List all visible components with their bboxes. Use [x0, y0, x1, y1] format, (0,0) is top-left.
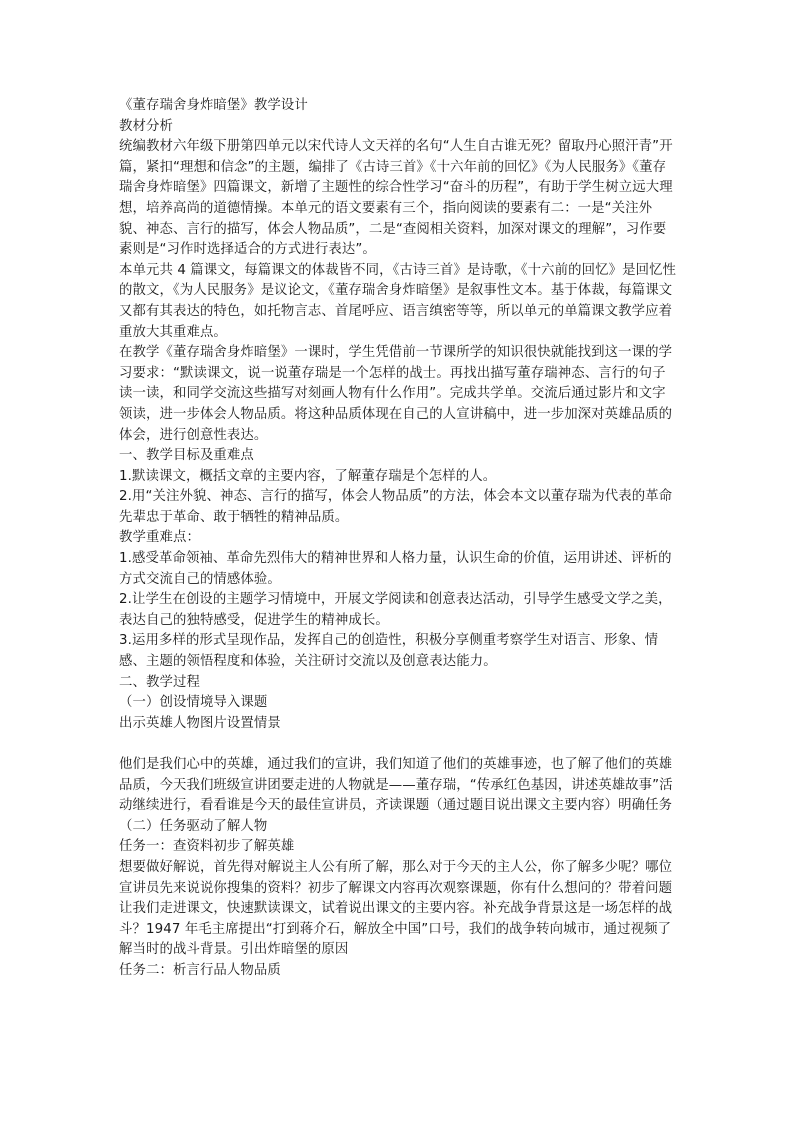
paragraph-5: 想要做好解说，首先得对解说主人公有所了解，那么对于今天的主人公，你了解多少呢？哪位宣讲员先来说说你搜集的资料？初步了解课文内容再次观察课题，你有什么想问的？带着问题让我们走进课文，快速默读课文，试着说出课文的主要内容。补充战争背景这是一场怎样的战斗？1947 年毛主席提出“打到蒋介石，解放全中国”口号，我们的战争转向城市，通过视频了解当时的战斗背景。引出炸暗堡的原因: [119, 859, 673, 958]
paragraph-3: 在教学《董存瑞舍身炸暗堡》一课时，学生凭借前一节课所学的知识很快就能找到这一课的学习要求：“默读课文，说一说董存瑞是一个怎样的战士。再找出描写董存瑞神态、言行的句子读一读，和同学交流这些描写对刻画人物有什么作用”。完成共学单。交流后通过影片和文字领读，进一步体会人物品质。将这种品质体现在自己的人宣讲稿中，进一步加深对英雄品质的体会，进行创意性表达。: [119, 345, 673, 443]
key-point-2: 2.让学生在创设的主题学习情境中，开展文学阅读和创意表达活动，引导学生感受文学之美，表达自己的独特感受，促进学生的精神成长。: [119, 592, 672, 628]
blank-line: [119, 734, 679, 755]
key-point-3: 3.运用多样的形式呈现作品，发挥自己的创造性，积极分享侧重考察学生对语言、形象、情感、主题的领悟程度和体验，关注研讨交流以及创意表达能力。: [119, 633, 659, 670]
paragraph-2: 本单元共 4 篇课文，每篇课文的体裁皆不同，《古诗三首》是诗歌，《十六前的回忆》是回忆性的散文，《为人民服务》是议论文，《董存瑞舍身炸暗堡》是叙事性文本。基于体裁，每篇课文又都有其表达的特色，如托物言志、首尾呼应、语言缜密等等，所以单元的单篇课文教学应着重放大其重难点。: [119, 262, 677, 340]
key-point-1: 1.感受革命领袖、革命先烈伟大的精神世界和人格力量，认识生命的价值，运用讲述、评析的方式交流自己的情感体验。: [119, 551, 672, 587]
key-points-heading: 教学重难点：: [119, 530, 200, 546]
section-heading-analysis: 教材分析: [119, 118, 173, 134]
task-heading-2: 任务二：析言行品人物品质: [119, 962, 281, 978]
section-heading-process: 二、教学过程: [119, 674, 200, 690]
goal-item-1: 1.默读课文，概括文章的主要内容，了解董存瑞是个怎样的人。: [119, 468, 497, 484]
paragraph-1: 统编教材六年级下册第四单元以宋代诗人文天祥的名句“人生自古谁无死？留取丹心照汗青”开篇，紧扣“理想和信念”的主题，编排了《古诗三首》《十六年前的回忆》《为人民服务》《董存瑞舍身炸暗堡》四篇课文，新增了主题性的综合性学习“奋斗的历程”，有助于学生树立远大理想，培养高尚的道德情操。本单元的语文要素有三个，指向阅读的要素有二：一是“关注外貌、神态、言行的描写，体会人物品质”，二是“查阅相关资料，加深对课文的理解”，习作要素则是“习作时选择适合的方式进行表达”。: [119, 139, 673, 258]
step-heading-1: （一）创设情境导入课题: [119, 695, 268, 711]
step-heading-2: （二）任务驱动了解人物: [119, 818, 268, 834]
section-heading-goals: 一、教学目标及重难点: [119, 448, 254, 464]
paragraph-4: 他们是我们心中的英雄，通过我们的宣讲，我们知道了他们的英雄事迹，也了解了他们的英雄品质，今天我们班级宣讲团要走进的人物就是——董存瑞，“传承红色基因，讲述英雄故事”活动继续进行，看看谁是今天的最佳宣讲员，齐读课题（通过题目说出课文主要内容）明确任务: [119, 757, 673, 814]
document-page: [119, 96, 679, 982]
task-heading-1: 任务一：查资料初步了解英雄: [119, 839, 295, 855]
goal-item-2: 2.用“关注外貌、神态、言行的描写，体会人物品质”的方法，体会本文以董存瑞为代表的革命先辈忠于革命、敢于牺牲的精神品质。: [119, 489, 673, 525]
step-subheading-1: 出示英雄人物图片设置情景: [119, 715, 281, 731]
document-title: 《董存瑞舍身炸暗堡》教学设计: [119, 98, 308, 113]
